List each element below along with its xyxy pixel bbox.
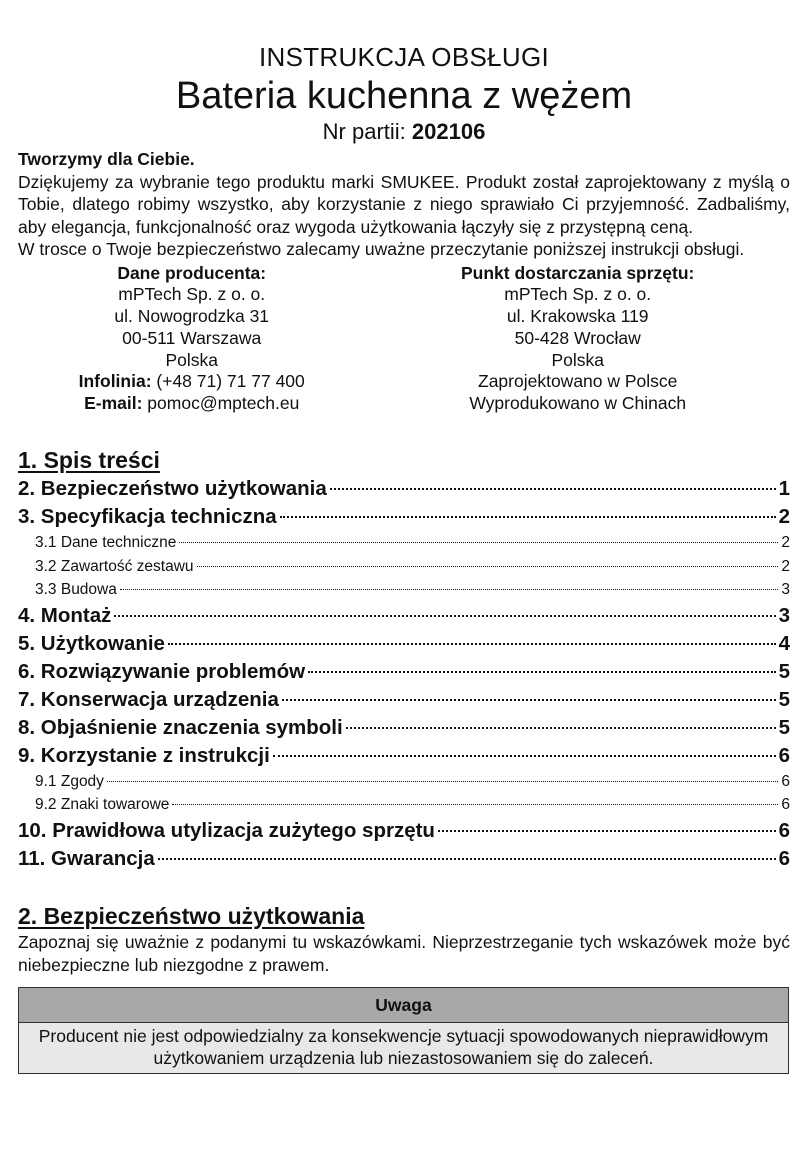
safety-section-title: 2. Bezpieczeństwo użytkowania: [18, 902, 365, 929]
toc-entry-page: 6: [781, 796, 790, 814]
warning-box: [18, 987, 789, 1074]
toc-entry-page: 2: [781, 557, 790, 575]
warning-text: Producent nie jest odpowiedzialny za konsekwencje sytuacji spowodowanych nieprawidłowym użytkowaniem urządzenia lub niezastosowaniem się do zaleceń.: [19, 1023, 788, 1073]
toc-leader-dots: [179, 542, 778, 543]
delivery-name: mPTech Sp. z o. o.: [504, 284, 652, 305]
toc-entry[interactable]: [18, 742, 790, 770]
toc-leader-dots: [280, 516, 776, 518]
toc-leader-dots: [330, 488, 776, 490]
toc-entry-page: 6: [778, 818, 790, 842]
delivery-street: ul. Krakowska 119: [506, 306, 649, 327]
toc-leader-dots: [197, 566, 779, 567]
toc-entry-label: 5. Użytkowanie: [18, 631, 165, 655]
toc-subentry[interactable]: [18, 578, 790, 602]
toc-entry-label: 9. Korzystanie z instrukcji: [18, 743, 270, 767]
delivery-heading: Punkt dostarczania sprzętu:: [461, 262, 695, 283]
manual-label: INSTRUKCJA OBSŁUGI: [258, 42, 550, 72]
toc-subentry[interactable]: [18, 531, 790, 555]
delivery-city: 50-428 Wrocław: [514, 327, 641, 348]
toc-entry[interactable]: [18, 714, 790, 742]
toc-entry-page: 4: [778, 631, 790, 655]
toc-entry-page: 3: [778, 603, 790, 627]
toc-entry-label: 9.1 Zgody: [35, 772, 104, 790]
toc-subentry[interactable]: [18, 793, 790, 817]
toc-entry[interactable]: [18, 817, 790, 845]
toc-entry-label: 8. Objaśnienie znaczenia symboli: [18, 715, 343, 739]
producer-hotline: [18, 371, 365, 393]
toc-entry-label: 4. Montaż: [18, 603, 112, 627]
toc-entry-label: 3.3 Budowa: [35, 581, 117, 599]
designed-in: Zaprojektowano w Polsce: [478, 371, 678, 392]
document-page: [18, 40, 790, 1074]
toc-leader-dots: [158, 858, 776, 860]
toc-leader-dots: [172, 804, 778, 805]
delivery-info: [365, 263, 790, 416]
toc-leader-dots: [282, 699, 776, 701]
intro-paragraph-1: Dziękujemy za wybranie tego produktu marki SMUKEE. Produkt został zaprojektowany z myślą o Tobie, dlatego robimy wszystko, aby korzystanie z niego sprawiało Ci przyjemność. Zadbaliśmy, aby elegancja, funkcjonalność oraz wygoda użytkowania łączyły się z przystępną ceną.: [18, 171, 790, 237]
toc-entry-page: 5: [778, 715, 790, 739]
table-of-contents: [18, 475, 790, 873]
batch-label: Nr partii:: [322, 119, 412, 144]
toc-entry-page: 1: [778, 477, 790, 501]
toc-leader-dots: [438, 830, 776, 832]
toc-entry-label: 3.2 Zawartość zestawu: [35, 557, 194, 575]
toc-entry[interactable]: [18, 845, 790, 873]
toc-leader-dots: [273, 755, 776, 757]
toc-leader-dots: [114, 615, 775, 617]
toc-leader-dots: [308, 671, 776, 673]
toc-entry-page: 5: [778, 659, 790, 683]
toc-leader-dots: [120, 589, 779, 590]
toc-entry-label: 11. Gwarancja: [18, 846, 155, 870]
intro-heading: Tworzymy dla Ciebie.: [18, 149, 195, 169]
toc-leader-dots: [107, 781, 778, 782]
toc-entry-page: 3: [781, 581, 790, 599]
toc-entry[interactable]: [18, 475, 790, 503]
producer-city: 00-511 Warszawa: [122, 327, 262, 348]
toc-entry-page: 6: [778, 846, 790, 870]
document-header: [18, 40, 790, 146]
intro-section: [18, 148, 790, 261]
toc-entry-label: 9.2 Znaki towarowe: [35, 796, 170, 814]
producer-email: [18, 393, 365, 415]
hotline-label: Infolinia:: [78, 371, 152, 392]
toc-entry-label: 3.1 Dane techniczne: [35, 534, 177, 552]
toc-entry-page: 2: [778, 505, 790, 529]
producer-street: ul. Nowogrodzka 31: [114, 306, 270, 327]
producer-heading: Dane producenta:: [117, 262, 267, 283]
email-label: E-mail:: [84, 393, 143, 414]
hotline-number: (+48 71) 71 77 400: [151, 371, 305, 392]
toc-entry-page: 6: [781, 772, 790, 790]
toc-entry[interactable]: [18, 503, 790, 531]
toc-title: 1. Spis treści: [18, 447, 160, 474]
safety-intro-text: Zapoznaj się uważnie z podanymi tu wskazówkami. Nieprzestrzeganie tych wskazówek może być niebezpieczne lub niezgodne z prawem.: [18, 931, 790, 975]
toc-entry-page: 2: [781, 534, 790, 552]
toc-leader-dots: [168, 643, 776, 645]
warning-title: Uwaga: [19, 988, 788, 1023]
toc-entry-label: 3. Specyfikacja techniczna: [18, 505, 277, 529]
contact-columns: [18, 263, 790, 416]
made-in: Wyprodukowano w Chinach: [469, 393, 687, 414]
batch-number: 202106: [411, 119, 486, 144]
toc-entry[interactable]: [18, 630, 790, 658]
toc-entry[interactable]: [18, 602, 790, 630]
toc-entry[interactable]: [18, 686, 790, 714]
toc-entry-page: 6: [778, 743, 790, 767]
toc-entry-page: 5: [778, 687, 790, 711]
intro-paragraph-2: W trosce o Twoje bezpieczeństwo zalecamy uważne przeczytanie poniższej instrukcji obsługi.: [18, 239, 745, 259]
toc-entry-label: 10. Prawidłowa utylizacja zużytego sprzętu: [18, 818, 435, 842]
producer-info: [18, 263, 365, 416]
toc-subentry[interactable]: [18, 555, 790, 579]
email-address: pomoc@mptech.eu: [142, 393, 300, 414]
batch-line: [18, 118, 790, 146]
producer-name: mPTech Sp. z o. o.: [118, 284, 266, 305]
toc-subentry[interactable]: [18, 770, 790, 794]
toc-entry-label: 2. Bezpieczeństwo użytkowania: [18, 477, 327, 501]
delivery-country: Polska: [551, 349, 604, 370]
toc-entry[interactable]: [18, 658, 790, 686]
toc-entry-label: 6. Rozwiązywanie problemów: [18, 659, 306, 683]
producer-country: Polska: [165, 349, 218, 370]
toc-leader-dots: [346, 727, 776, 729]
product-title: Bateria kuchenna z wężem: [175, 75, 633, 117]
toc-entry-label: 7. Konserwacja urządzenia: [18, 687, 279, 711]
